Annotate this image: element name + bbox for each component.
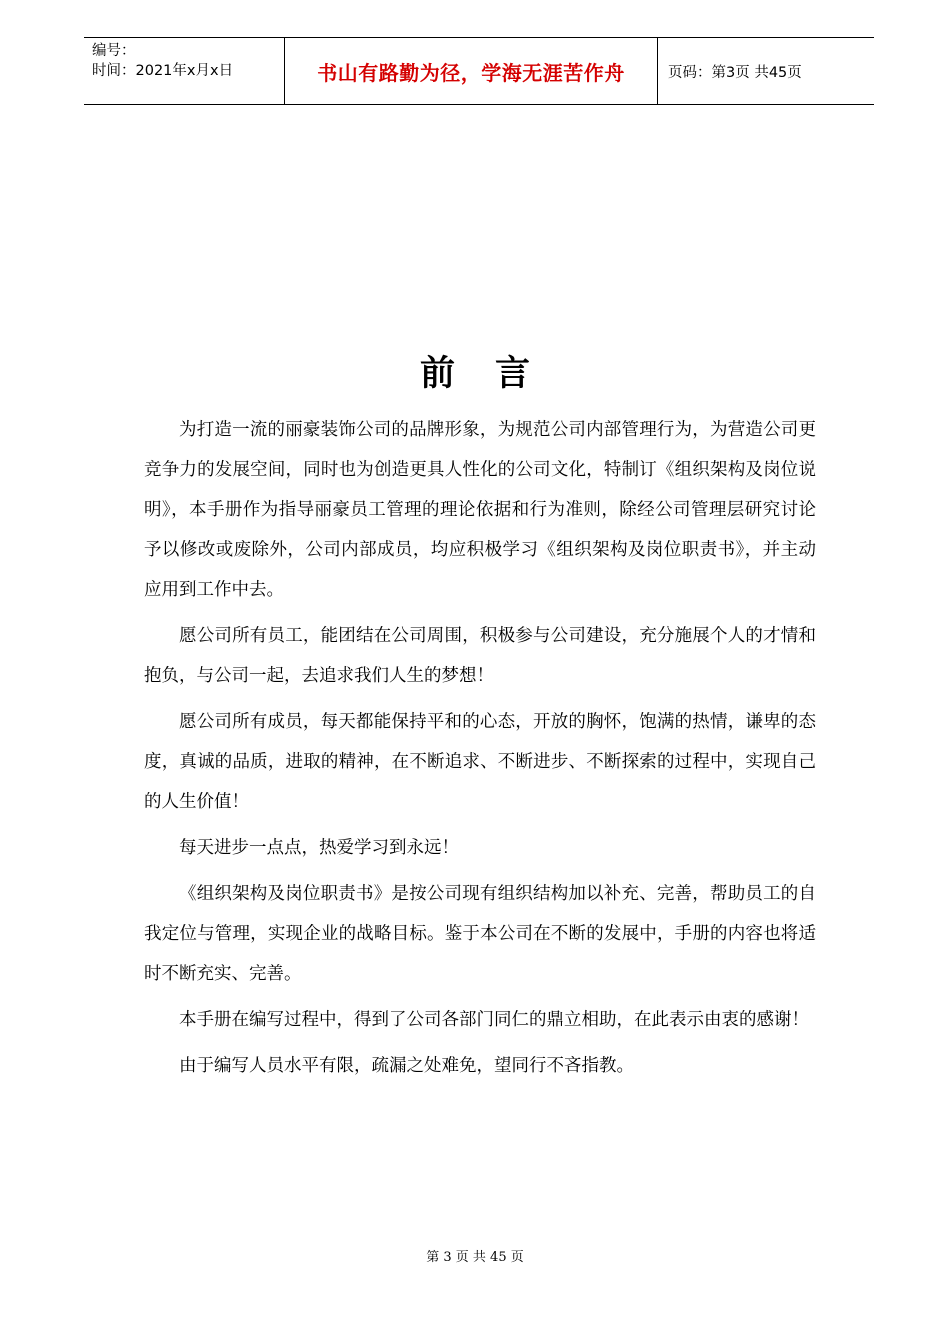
- serial-label: 编号：: [92, 43, 136, 59]
- header-motto: 书山有路勤为径，学海无涯苦作舟: [284, 38, 658, 104]
- time-label: 时间：2021年x月x日: [92, 63, 234, 79]
- page-footer: 第 3 页 共 45 页: [426, 1250, 524, 1265]
- paragraph: 愿公司所有员工，能团结在公司周围，积极参与公司建设，充分施展个人的才情和抱负，与公司一起，去追求我们人生的梦想！: [144, 626, 816, 686]
- paragraph: 《组织架构及岗位职责书》是按公司现有组织结构加以补充、完善，帮助员工的自我定位与管理，实现企业的战略目标。鉴于本公司在不断的发展中，手册的内容也将适时不断充实、完善。: [144, 884, 816, 984]
- paragraph: 本手册在编写过程中，得到了公司各部门同仁的鼎立相助，在此表示由衷的感谢！: [179, 1010, 809, 1030]
- paragraph: 为打造一流的丽豪装饰公司的品牌形象，为规范公司内部管理行为，为营造公司更竞争力的发展空间，同时也为创造更具人性化的公司文化，特制订《组织架构及岗位说明》，本手册作为指导丽豪员工管理的理论依据和行为准则，除经公司管理层研究讨论予以修改或废除外，公司内部成员，均应积极学习《组织架构及岗位职责书》，并主动应用到工作中去。: [144, 420, 816, 600]
- header-meta: [84, 38, 284, 104]
- page-header: [84, 37, 874, 105]
- paragraph: 由于编写人员水平有限，疏漏之处难免，望同行不吝指教。: [179, 1056, 634, 1076]
- header-page-code: 页码：第3页 共45页: [668, 64, 802, 81]
- paragraph: 愿公司所有成员，每天都能保持平和的心态，开放的胸怀，饱满的热情，谦卑的态度，真诚的品质，进取的精神，在不断追求、不断进步、不断探索的过程中，实现自己的人生价值！: [144, 712, 816, 812]
- paragraph: 每天进步一点点，热爱学习到永远！: [179, 838, 459, 858]
- document-body: [144, 410, 816, 1092]
- page-title: 前言: [419, 353, 570, 394]
